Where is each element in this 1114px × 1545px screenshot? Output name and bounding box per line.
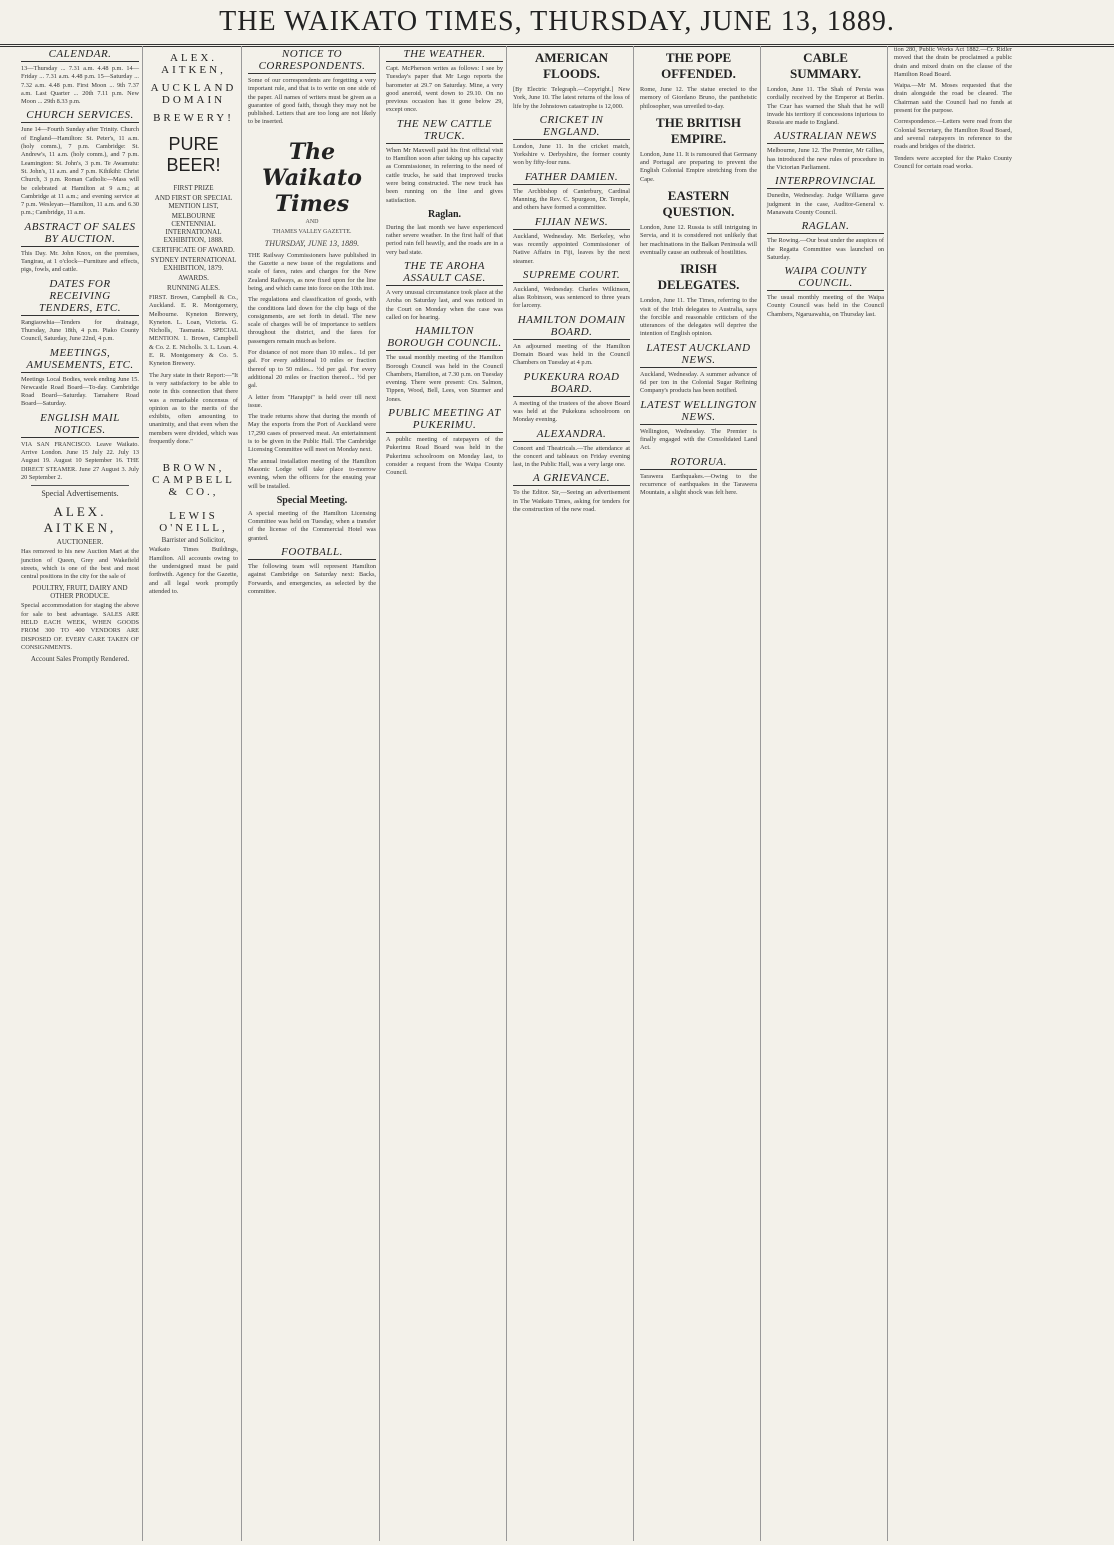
text-block: Tarawera Earthquakes.—Owing to the recurrence of earthquakes in the Tarawera Mountain, a slight shock was felt here. [640,472,757,497]
masthead-title: THE WAIKATO TIMES, THURSDAY, JUNE 13, 1889. [219,6,895,37]
text-block: Correspondence.—Letters were read from the Colonial Secretary, the Hamilton Road Board, and several ratepayers in reference to the roads and bridges of the district. [894,118,1012,151]
heading-abstract: ABSTRACT OF SALES BY AUCTION. [21,221,139,247]
heading-american-floods: AMERICAN FLOODS. [535,50,608,81]
ad-running-ales: RUNNING ALES. [167,284,220,292]
heading-football: FOOTBALL. [248,546,376,560]
heading-tenders: DATES FOR RECEIVING TENDERS, ETC. [21,278,139,316]
column-5 [510,46,634,1541]
text-block: FIRST. Brown, Campbell & Co., Auckland. E. R. Montgomery, Melbourne. Kyneton Brewery, Kyneton. L. Loan, Victoria. G. Nicholls, Tasmania. SPECIAL MENTION. 1. Brown, Campbell & Co. 2. E. Nicholls. 3. L. Loan. 4. E. R. Montgomery & Co. 5. Kyneton Brewery. [149,294,238,368]
ad-brewery-sub: BREWERY! [153,112,234,124]
columns [18,46,1104,1541]
text-block: Some of our correspondents are forgetting a very important rule, and that is to write on one side of the paper. All names of writers must be given as a guarantee of good faith, though they may not be published. Letters that are too long are not likely to be inserted. [248,77,376,126]
text-block: Meetings Local Bodies, week ending June 15. Newcastle Road Board—To-day. Cambridge Road Board—Saturday. Tamahere Road Board—Saturday. [21,375,139,408]
ad-melbourne: MELBOURNE CENTENNIAL INTERNATIONAL EXHIBITION, 1888. [163,212,224,244]
ad-awards: AWARDS. [178,274,209,282]
text-block: Dunedin, Wednesday. Judge Williams gave judgment in the case, Auditor-General v. Manawatu County Council. [767,192,884,216]
text-block: [By Electric Telegraph.—Copyright.] New York, June 10. The latest returns of the loss of life by the Johnstown catastrophe is 12,000. [513,86,630,110]
text-block: When Mr Maxwell paid his first official visit to Hamilton soon after taking up his capacity as Commissioner, in referring to the need of cattle trucks, he said that improved trucks were being constructed. The new truck has been running on the line and gives satisfaction. [386,146,503,204]
ad-brown-campbell: BROWN, CAMPBELL & CO., [152,462,235,499]
heading-australian-news: AUSTRALIAN NEWS [767,130,884,144]
text-block: Tenders were accepted for the Piako County Council for certain road works. [894,154,1012,170]
ad-lewis-oneill: LEWIS O'NEILL, [159,510,228,535]
title-gazette: THAMES VALLEY GAZETTE. [272,228,352,235]
text-block: To the Editor. Sir,—Seeing an advertisement in The Waikato Times, asking for tenders for the construction of the new road. [513,489,630,514]
ad-brewery-name: AUCKLAND DOMAIN [150,82,237,106]
issue-date: THURSDAY, JUNE 13, 1889. [264,238,360,248]
column-3 [245,46,380,1541]
text-block: London, June 11. In the cricket match, Yorkshire v. Derbyshire, the former county won by fifty-four runs. [513,142,630,167]
heading-eastern-question: EASTERN QUESTION. [662,188,735,220]
newspaper-title: The Waikato Times [262,138,362,217]
divider [31,485,129,486]
heading-pukerimu: PUBLIC MEETING AT PUKERIMU. [386,407,503,433]
heading-rotorua: ROTORUA. [640,456,757,470]
text-block: Auckland, Wednesday. A summer advance of 6d per ton in the Colonial Sugar Refining Company's products has been notified. [640,370,757,395]
ad-certificate: CERTIFICATE OF AWARD. [152,246,235,254]
ad-aitken-name: ALEX. AITKEN, [43,504,117,536]
text-block: An adjourned meeting of the Hamilton Domain Board was held in the Council Chambers on Tuesday at 4 p.m. [513,342,630,367]
heading-cricket: CRICKET IN ENGLAND. [513,114,630,140]
heading-wellington-news: LATEST WELLINGTON NEWS. [640,398,757,423]
text-block: 13—Thursday ... 7.31 a.m. 4.48 p.m. 14—Friday ... 7.31 a.m. 4.48 p.m. 15—Saturday ... 7.32 a.m. 4.48 p.m. First Moon ... 9th 7.37 a.m. Last Quarter ... 20th 7.11 p.m. New Moon ... 29th 8.33 p.m. [21,65,139,106]
heading-pope-offended: THE POPE OFFENDED. [661,50,736,81]
text-block: Concert and Theatricals.—The attendance at the concert and tableaux on Friday evening last, in the Public Hall, was a very large one. [513,444,630,469]
ad-barrister: Barrister and Solicitor, [161,536,226,545]
text-block: During the last month we have experienced rather severe weather. In the first half of that period rain fell heavily, and the roads are in a very bad state. [386,223,503,256]
ad-aitken-name-2: ALEX. AITKEN, [161,52,226,76]
text-block: Auckland, Wednesday. Mr. Berkeley, who was recently appointed Commissioner of Native Affairs in Fiji, leaves by the next steamer. [513,232,630,265]
text-block: VIA SAN FRANCISCO. Leave Waikato. Arrive London. June 15 July 22. July 13 August 19. August 10 September 16. THE DIRECT STEAMER. June 27 August 3. July 20 September 2. [21,440,139,481]
text-block: The Rowing.—Our boat under the auspices of the Regatta Committee was launched on Saturday. [767,237,884,261]
heading-waipa-council: WAIPA COUNTY COUNCIL. [767,265,884,291]
column-8 [891,46,1015,1541]
ad-first-prize: FIRST PRIZE [173,184,214,192]
heading-borough-council: HAMILTON BOROUGH COUNCIL. [387,325,502,350]
text-block: A special meeting of the Hamilton Licensing Committee was held on Tuesday, when a transfer of the license of the Commercial Hotel was granted. [248,509,376,542]
text-block: London, June 11. The Times, referring to the visit of the Irish delegates to Australia, says the forcible and reasonable criticism of the utterances of the delegates will deprive the intention of English opinion. [640,297,757,338]
text-block: The Jury state in their Report:—"It is very satisfactory to be able to note in this connection that there was a remarkable concensus of opinion as to the merits of the exhibits, often amounting to unanimity, and that even when the members were divided, which was frequently done." [149,371,238,446]
text-block: London, June 11. It is rumoured that Germany and Portugal are preparing to prevent the English Colonial Empire stretching from the Cape. [640,150,757,183]
text-block: The regulations and classification of goods, with the conditions laid down for the clip bags of the consignments, are set forth in detail. The new scale of charges will be of importance to settlers throughout the district, and the fares for passengers remain much as before. [248,296,376,345]
ad-sydney: SYDNEY INTERNATIONAL EXHIBITION, 1879. [150,256,237,272]
heading-weather: THE WEATHER. [386,48,503,62]
heading-cable-summary: CABLE SUMMARY. [790,50,861,81]
heading-alexandra: ALEXANDRA. [513,428,630,442]
heading-father-damien: FATHER DAMIEN. [513,171,630,185]
text-block: For distance of not more than 10 miles... 1d per gal. For every additional 10 miles or fraction thereof up to 50 miles... ½d per gal. For every additional 20 miles or fraction thereof... ½d per gal. [248,349,376,390]
heading-notice: NOTICE TO CORRESPONDENTS. [248,48,376,74]
column-6 [637,46,761,1541]
text-block: This Day. Mr. John Knox, on the premises, Tangirau, at 1 o'clock—Furniture and effects, pigs, fowls, and cattle. [21,249,139,274]
text-block: The usual monthly meeting of the Waipa County Council was held in the Council Chambers, Ngaruawahia, on Thursday last. [767,294,884,318]
text-block: Has removed to his new Auction Mart at the junction of Queen, Grey and Wakefield streets, which is one of the best and most central positions in the city for the sale of [21,548,139,581]
heading-cattle-truck: THE NEW CATTLE TRUCK. [386,118,503,144]
heading-auckland-news: LATEST AUCKLAND NEWS. [640,342,757,368]
text-block: Waipa.—Mr M. Moses requested that the drain alongside the road be cleared. The Chairman said the Council had no funds at present for the purpose. [894,82,1012,115]
text-block: Wellington, Wednesday. The Premier is finally engaged with the Consolidated Land Act. [640,427,757,452]
heading-grievance: A GRIEVANCE. [513,472,630,486]
heading-fijian-news: FIJIAN NEWS. [513,216,630,230]
heading-calendar: CALENDAR. [21,48,139,62]
ad-pure-beer: PURE BEER! [166,134,221,175]
text-block: The trade returns show that during the month of May the exports from the Port of Auckland were 17,290 cases of preserved meat. An entertainment is to be given in the Public Hall. The Cambridge Licensing Committee will meet on Monday next. [248,413,376,454]
title-and: AND [305,218,319,225]
text-block: Auckland, Wednesday. Charles Wilkinson, alias Robinson, was sentenced to three years for larceny. [513,285,630,310]
heading-british-empire: THE BRITISH EMPIRE. [656,114,741,146]
text-block: The following team will represent Hamilton against Cambridge on Saturday next: Backs, Forwards, and emergencies, as selected by the committee. [248,562,376,595]
column-1 [18,46,143,1541]
heading-special-meeting: Special Meeting. [276,494,348,506]
text-block: The Archbishop of Canterbury, Cardinal Manning, the Rev. C. Spurgeon, Dr. Temple, and others have formed a committee. [513,187,630,212]
text-block: Rangiaowhia—Tenders for drainage, Thursday, June 18th, 4 p.m. Piako County Council, Saturday, June 22nd, 4 p.m. [21,318,139,343]
masthead [0,0,1114,47]
ad-special-mention: AND FIRST OR SPECIAL MENTION LIST, [154,194,233,210]
text-block: A meeting of the trustees of the above Board was held at the Pukekura schoolroom on Monday evening. [513,399,630,424]
heading-church: CHURCH SERVICES. [21,109,139,123]
column-7 [764,46,888,1541]
text-block: A public meeting of ratepayers of the Pukerimu Road Board was held in the Pukerimu schoolroom on Monday last, to consider a request from the Waipa County Council. [386,436,503,477]
text-block: June 14—Fourth Sunday after Trinity. Church of England—Hamilton: St. Peter's, 11 a.m. (holy comm.), 7 p.m. Cambridge: St. Andrew's, 11 a.m. (holy comm.), and 7 p.m. Leamington: St. John's, 3 p.m. Te Awamutu: St. John's, 11 a.m. and 7 p.m. Kihikihi: Christ Church, 3 p.m. Roman Catholic—Mass will be celebrated at Hamilton at 9 a.m.; at Cambridge at 11 a.m.; and evening service at 7 p.m. Wesleyan—Hamilton, 11 a.m. and 6.30 p.m.; Cambridge, 11 a.m. [21,126,139,217]
heading-raglan-2: RAGLAN. [767,220,884,234]
text-block: The usual monthly meeting of the Hamilton Borough Council was held in the Council Chambers, Hamilton, at 7.30 p.m. on Tuesday evening. There were present: Crs. Salmon, Tippen, Wood, Bell, Lees, von Sturmer and Jones. [386,354,503,403]
text-block: The annual installation meeting of the Hamilton Masonic Lodge will take place to-morrow evening, when the officers for the ensuing year will be installed. [248,457,376,490]
text-block: Capt. McPherson writes as follows: I see by Tuesday's paper that Mr Lego reports the barometer at 29.7 on Saturday. Mine, a very good aneroid, went down to 29.10. On no previous occasion has it gone below 29, except once. [386,65,503,114]
heading-interprovincial: INTERPROVINCIAL [767,175,884,189]
heading-raglan: Raglan. [427,208,462,220]
text-block: London, June 12. Russia is still intriguing in Servia, and it is considered not unlikely that her machinations in the Balkan Peninsula will eventually cause an outbreak of hostilities. [640,224,757,256]
text-block: Rome, June 12. The statue erected to the memory of Giordano Bruno, the pantheistic philosopher, was unveiled to-day. [640,86,757,110]
ad-aitken-produce: POULTRY, FRUIT, DAIRY AND OTHER PRODUCE. [32,584,128,601]
heading-mail: ENGLISH MAIL NOTICES. [21,412,139,438]
heading-pukekura: PUKEKURA ROAD BOARD. [513,371,630,397]
heading-aroha-case: THE TE AROHA ASSAULT CASE. [386,260,503,286]
ad-aitken-account: Account Sales Promptly Rendered. [30,655,130,664]
heading-irish-delegates: IRISH DELEGATES. [657,261,740,293]
heading-meetings: MEETINGS, AMUSEMENTS, ETC. [21,347,139,373]
col8-body: tion 280, Public Works Act 1882.—Cr. Ridler moved that the drain be proclaimed a public drain and mixed drain on the clause of the Hamilton Road Board. [894,46,1012,78]
lead-article: THE Railway Commissioners have published in the Gazette a new issue of the regulations and scale of fares, rates and charges for the New Zealand Railways, as now fixed upon for the line being, and which came into force on the 10th inst. [248,251,376,292]
text-block: A very unusual circumstance took place at the Aroha on Saturday last, and was noticed in the Court on Monday when the case was called on for hearing. [386,289,503,321]
text-block: Special accommodation for staging the above for sale to best advantage. SALES ARE HELD EACH WEEK, WHEN GOODS FROM 300 TO 400 VENDORS ARE DISPOSED OF. EVERY CARE TAKEN OF CONSIGNMENTS. [21,602,139,651]
harapipi-notice: A letter from "Harapipi" is held over till next issue. [248,393,376,409]
column-2 [146,46,242,1541]
heading-supreme-court: SUPREME COURT. [513,269,630,283]
column-4 [383,46,507,1541]
text-block: Waikato Times Buildings, Hamilton. All accounts owing to the undersigned must be paid forthwith. Agency for the Gazette, and all legal work promptly attended to. [149,546,238,595]
text-block: Melbourne, June 12. The Premier, Mr Gillies, has introduced the new rules of procedure in the Victorian Parliament. [767,147,884,172]
special-ads-heading: Special Advertisements. [41,489,119,499]
ad-aitken-title: AUCTIONEER. [56,538,104,547]
heading-domain-board: HAMILTON DOMAIN BOARD. [513,314,630,340]
text-block: London, June 11. The Shah of Persia was cordially received by the Emperor at Berlin. The Czar has warned the Shah that he will invade his territory if concessions injurious to Russia are made to England. [767,86,884,127]
